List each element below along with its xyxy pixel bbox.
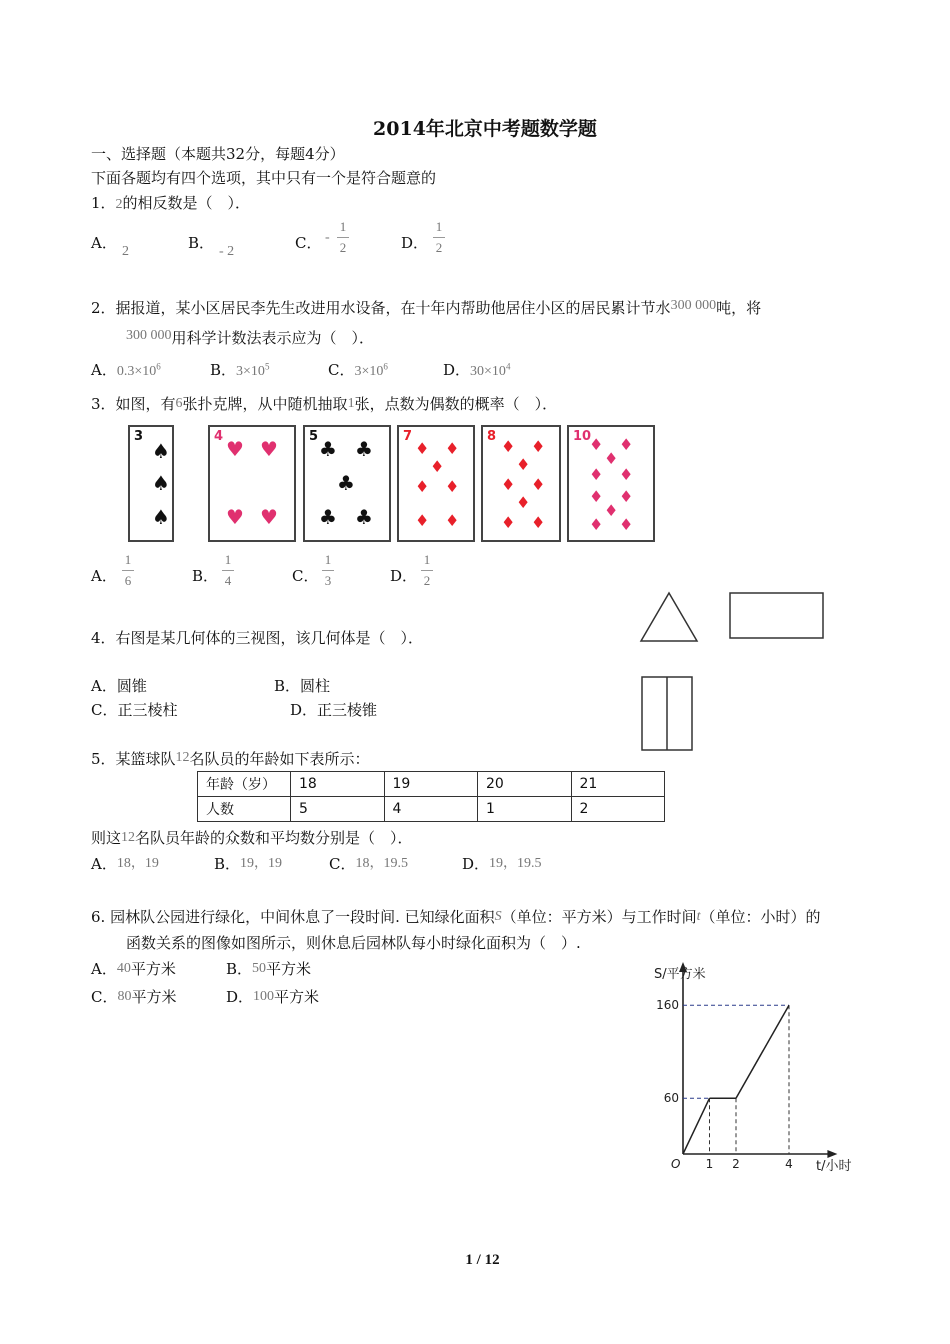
q5-option-a-label: A． bbox=[91, 855, 117, 873]
q3-math-b: 1 bbox=[347, 396, 355, 411]
diamond-icon: ♦ bbox=[619, 515, 634, 534]
q6-option-b bbox=[226, 958, 311, 979]
card-rank: 3 bbox=[134, 429, 144, 444]
q4-stem: 4．右图是某几何体的三视图，该几何体是（ ）． bbox=[91, 629, 424, 647]
q3-option-a-fraction bbox=[122, 552, 134, 589]
q4-option-c: C．正三棱柱 bbox=[91, 701, 178, 719]
q2-option-c-value: $3\times 10^6$ bbox=[354, 361, 388, 379]
diamond-icon: ♦ bbox=[604, 501, 619, 520]
club-icon: ♣ bbox=[355, 505, 373, 529]
heart-icon: ♥ bbox=[260, 437, 278, 461]
diamond-icon: ♦ bbox=[589, 487, 604, 506]
table-cell: 18 bbox=[291, 772, 385, 797]
playing-card-4-hearts bbox=[208, 425, 296, 542]
page-number: 1 / 12 bbox=[465, 1252, 500, 1268]
diamond-icon: ♦ bbox=[415, 439, 430, 458]
table-cell: 4 bbox=[384, 797, 478, 822]
q5-followup-b: 名队员年龄的众数和平均数分别是（ ）． bbox=[135, 829, 413, 847]
q6-stem-line2: 函数关系的图像如图所示，则休息后园林队每小时绿化面积为（ ）. bbox=[126, 934, 581, 952]
q5-text-a: 5．某篮球队 bbox=[91, 750, 176, 768]
diamond-icon: ♦ bbox=[445, 477, 460, 496]
x-tick-label: 1 bbox=[705, 1157, 714, 1171]
club-icon: ♣ bbox=[355, 437, 373, 461]
diamond-icon: ♦ bbox=[589, 435, 604, 454]
q5-option-d-value: 19，19.5 bbox=[489, 856, 542, 871]
table-header-cell: 人数 bbox=[198, 797, 291, 822]
diamond-icon: ♦ bbox=[516, 493, 531, 512]
y-tick-label: 60 bbox=[663, 1091, 679, 1106]
q5-option-d-label: D． bbox=[462, 855, 490, 873]
q5-option-b-value: 19，19 bbox=[240, 856, 283, 871]
q6-option-c-label: C． bbox=[91, 988, 118, 1006]
q3-option-d-numerator: 1 bbox=[423, 552, 431, 567]
table-cell: 19 bbox=[384, 772, 478, 797]
table-cell: 1 bbox=[478, 797, 572, 822]
diamond-icon: ♦ bbox=[501, 475, 516, 494]
diamond-icon: ♦ bbox=[415, 511, 430, 530]
diamond-icon: ♦ bbox=[619, 487, 634, 506]
q1-option-c-label: C． bbox=[295, 234, 322, 252]
q1-option-b-label: B． bbox=[188, 234, 215, 252]
q3-math-a: 6 bbox=[175, 396, 183, 411]
q6-option-c-value: 80 bbox=[117, 989, 132, 1004]
fraction-bar bbox=[433, 237, 445, 238]
q2-text-c: 用科学计数法表示应为（ ）． bbox=[171, 329, 375, 347]
q1-option-d-numerator: 1 bbox=[435, 219, 443, 234]
club-icon: ♣ bbox=[319, 437, 337, 461]
section-heading: 一、选择题（本题共32分，每题4分） bbox=[91, 145, 345, 163]
diamond-icon: ♦ bbox=[501, 513, 516, 532]
q3-option-b-fraction bbox=[222, 552, 234, 589]
q1-option-c-fraction bbox=[337, 219, 349, 256]
q6-option-d-value: 100 bbox=[253, 989, 275, 1004]
q3-option-b-numerator: 1 bbox=[224, 552, 232, 567]
heart-icon: ♥ bbox=[226, 505, 244, 529]
q5-stem bbox=[91, 748, 370, 769]
q5-option-b bbox=[214, 853, 282, 874]
series-segment bbox=[736, 1005, 789, 1098]
spade-icon: ♠ bbox=[152, 505, 170, 529]
q4-option-d: D．正三棱锥 bbox=[290, 701, 378, 719]
x-axis-label: t/小时 bbox=[816, 1159, 852, 1174]
q5-option-a-value: 18，19 bbox=[116, 856, 159, 871]
heart-icon: ♥ bbox=[260, 505, 278, 529]
q3-option-c-denominator: 3 bbox=[324, 573, 332, 588]
three-view-diagram bbox=[630, 585, 840, 760]
playing-card-7-diamonds bbox=[397, 425, 475, 542]
club-icon: ♣ bbox=[337, 471, 355, 495]
q2-stem-line2 bbox=[126, 327, 374, 348]
spade-icon: ♠ bbox=[152, 471, 170, 495]
q3-option-b-denominator: 4 bbox=[224, 573, 232, 588]
table-cell: 21 bbox=[571, 772, 665, 797]
q6-stem-line1 bbox=[91, 906, 821, 927]
q6-math-t: t bbox=[696, 909, 701, 924]
card-rank: 4 bbox=[214, 429, 224, 444]
q6-text-c: （单位：小时）的 bbox=[700, 908, 821, 926]
y-tick-label: 160 bbox=[656, 998, 679, 1013]
q3-text-a: 3．如图，有 bbox=[91, 395, 176, 413]
q6-option-a-unit: 平方米 bbox=[130, 960, 176, 978]
q1-number: 1． bbox=[91, 194, 116, 212]
q2-stem-line1 bbox=[91, 297, 761, 318]
q5-followup bbox=[91, 827, 413, 848]
q3-option-a-numerator: 1 bbox=[124, 552, 132, 567]
q5-text-b: 名队员的年龄如下表所示： bbox=[189, 750, 370, 768]
q5-option-c-label: C． bbox=[329, 855, 356, 873]
diamond-icon: ♦ bbox=[445, 439, 460, 458]
playing-card-8-diamonds bbox=[481, 425, 561, 542]
q3-text-b: 张扑克牌，从中随机抽取 bbox=[182, 395, 348, 413]
q5-followup-math: 12 bbox=[121, 830, 136, 845]
diamond-icon: ♦ bbox=[531, 437, 546, 456]
card-rank: 7 bbox=[403, 429, 413, 444]
diamond-icon: ♦ bbox=[619, 465, 634, 484]
q2-options bbox=[91, 359, 161, 380]
chart-series bbox=[683, 1005, 789, 1154]
series-segment bbox=[683, 1098, 710, 1154]
diamond-icon: ♦ bbox=[619, 435, 634, 454]
side-view-rectangle bbox=[730, 593, 823, 638]
front-view-triangle bbox=[641, 593, 697, 641]
q3-option-d-denominator: 2 bbox=[423, 573, 431, 588]
q6-option-a bbox=[91, 958, 176, 979]
q6-math-s: S bbox=[494, 909, 502, 924]
q2-option-c bbox=[328, 359, 388, 380]
instruction-text: 下面各题均有四个选项，其中只有一个是符合题意的 bbox=[91, 169, 437, 187]
diamond-icon: ♦ bbox=[415, 477, 430, 496]
q2-option-d bbox=[443, 359, 510, 380]
heart-icon: ♥ bbox=[226, 437, 244, 461]
q1-option-c-sign: - bbox=[325, 230, 330, 245]
q6-option-b-value: 50 bbox=[252, 961, 267, 976]
diamond-icon: ♦ bbox=[516, 455, 531, 474]
q5-option-c bbox=[329, 853, 408, 874]
q6-option-b-unit: 平方米 bbox=[266, 960, 312, 978]
q3-option-a-denominator: 6 bbox=[124, 573, 132, 588]
q1-stem bbox=[91, 192, 250, 213]
q1-option-d-denominator: 2 bbox=[435, 240, 443, 255]
q6-option-d-label: D． bbox=[226, 988, 254, 1006]
diamond-icon: ♦ bbox=[589, 515, 604, 534]
diamond-icon: ♦ bbox=[445, 511, 460, 530]
card-rank: 10 bbox=[573, 429, 592, 444]
q1-option-c-numerator: 1 bbox=[339, 219, 347, 234]
q6-option-b-label: B． bbox=[226, 960, 253, 978]
q3-stem bbox=[91, 393, 557, 414]
diamond-icon: ♦ bbox=[531, 513, 546, 532]
diamond-icon: ♦ bbox=[430, 457, 445, 476]
table-row bbox=[198, 797, 665, 822]
q2-option-a-label: A． bbox=[91, 361, 117, 379]
q3-option-b-label: B． bbox=[192, 567, 219, 585]
q1-stem-math: 2 bbox=[115, 197, 123, 212]
card-rank: 8 bbox=[487, 429, 497, 444]
x-tick-label: 4 bbox=[785, 1157, 793, 1171]
playing-card-3-spades bbox=[128, 425, 174, 542]
area-time-chart bbox=[640, 958, 880, 1188]
q1-option-d-fraction bbox=[433, 219, 445, 256]
q5-option-a bbox=[91, 853, 159, 874]
playing-card-5-clubs bbox=[303, 425, 391, 542]
q5-option-b-label: B． bbox=[214, 855, 241, 873]
fraction-bar bbox=[322, 570, 334, 571]
q2-option-d-value: $30\times 10^4$ bbox=[470, 361, 511, 379]
playing-card-10-diamonds bbox=[567, 425, 655, 542]
age-table bbox=[197, 771, 665, 822]
table-cell: 20 bbox=[478, 772, 572, 797]
q2-option-c-label: C． bbox=[328, 361, 355, 379]
q2-text-a: 2．据报道，某小区居民李先生改进用水设备，在十年内帮助他居住小区的居民累计节水 bbox=[91, 299, 671, 317]
page-title: 2014年北京中考题数学题 bbox=[373, 118, 597, 140]
q3-option-d-label: D． bbox=[390, 567, 418, 585]
q6-option-a-label: A． bbox=[91, 960, 117, 978]
q1-option-b-value: - 2 bbox=[219, 244, 235, 259]
q3-option-c-label: C． bbox=[292, 567, 319, 585]
q5-option-d bbox=[462, 853, 542, 874]
diamond-icon: ♦ bbox=[531, 475, 546, 494]
origin-label: O bbox=[671, 1157, 681, 1171]
q6-option-c bbox=[91, 986, 177, 1007]
q3-option-a-label: A． bbox=[91, 567, 117, 585]
q5-followup-a: 则这 bbox=[91, 829, 122, 847]
x-tick-label: 2 bbox=[732, 1157, 740, 1171]
fraction-bar bbox=[337, 237, 349, 238]
q3-option-d-fraction bbox=[421, 552, 433, 589]
club-icon: ♣ bbox=[319, 505, 337, 529]
q2-math-b: 300 000 bbox=[126, 328, 172, 343]
q5-option-c-value: 18，19.5 bbox=[355, 856, 408, 871]
y-axis-label: S/平方米 bbox=[654, 967, 706, 982]
q1-option-a-label: A． bbox=[91, 234, 117, 252]
q1-stem-text: 的相反数是（ ）． bbox=[122, 194, 251, 212]
q2-option-a-value: $0.3\times 10^6$ bbox=[116, 361, 161, 379]
diamond-icon: ♦ bbox=[604, 449, 619, 468]
q6-text-b: （单位：平方米）与工作时间 bbox=[501, 908, 697, 926]
q6-text-a: 6. 园林队公园进行绿化，中间休息了一段时间. 已知绿化面积 bbox=[91, 908, 495, 926]
q2-option-d-label: D． bbox=[443, 361, 471, 379]
table-cell: 2 bbox=[571, 797, 665, 822]
table-header-cell: 年龄（岁） bbox=[198, 772, 291, 797]
q1-option-a-value: 2 bbox=[122, 244, 129, 259]
q2-option-b-label: B． bbox=[210, 361, 237, 379]
fraction-bar bbox=[122, 570, 134, 571]
q2-math-a: 300 000 bbox=[670, 298, 717, 313]
q6-option-a-value: 40 bbox=[116, 961, 131, 976]
x-axis-arrow-icon bbox=[827, 1150, 837, 1158]
card-rank: 5 bbox=[309, 429, 319, 444]
q3-option-c-fraction bbox=[322, 552, 334, 589]
diamond-icon: ♦ bbox=[589, 465, 604, 484]
q2-option-b-value: $3\times 10^5$ bbox=[236, 361, 270, 379]
diamond-icon: ♦ bbox=[501, 437, 516, 456]
fraction-bar bbox=[222, 570, 234, 571]
spade-icon: ♠ bbox=[152, 439, 170, 463]
q1-option-d-label: D． bbox=[401, 234, 429, 252]
q5-math: 12 bbox=[175, 750, 190, 765]
q4-option-b: B．圆柱 bbox=[274, 677, 331, 695]
q1-option-c-denominator: 2 bbox=[339, 240, 347, 255]
q6-option-c-unit: 平方米 bbox=[131, 988, 177, 1006]
chart-guides bbox=[683, 1005, 789, 1154]
table-cell: 5 bbox=[291, 797, 385, 822]
q6-option-d bbox=[226, 986, 319, 1007]
q4-option-a: A．圆锥 bbox=[91, 677, 147, 695]
table-row bbox=[198, 772, 665, 797]
fraction-bar bbox=[421, 570, 433, 571]
q3-option-c-numerator: 1 bbox=[324, 552, 332, 567]
q3-text-c: 张，点数为偶数的概率（ ）． bbox=[354, 395, 558, 413]
q6-option-d-unit: 平方米 bbox=[274, 988, 320, 1006]
q2-text-b: 吨，将 bbox=[716, 299, 762, 317]
q2-option-b bbox=[210, 359, 269, 380]
